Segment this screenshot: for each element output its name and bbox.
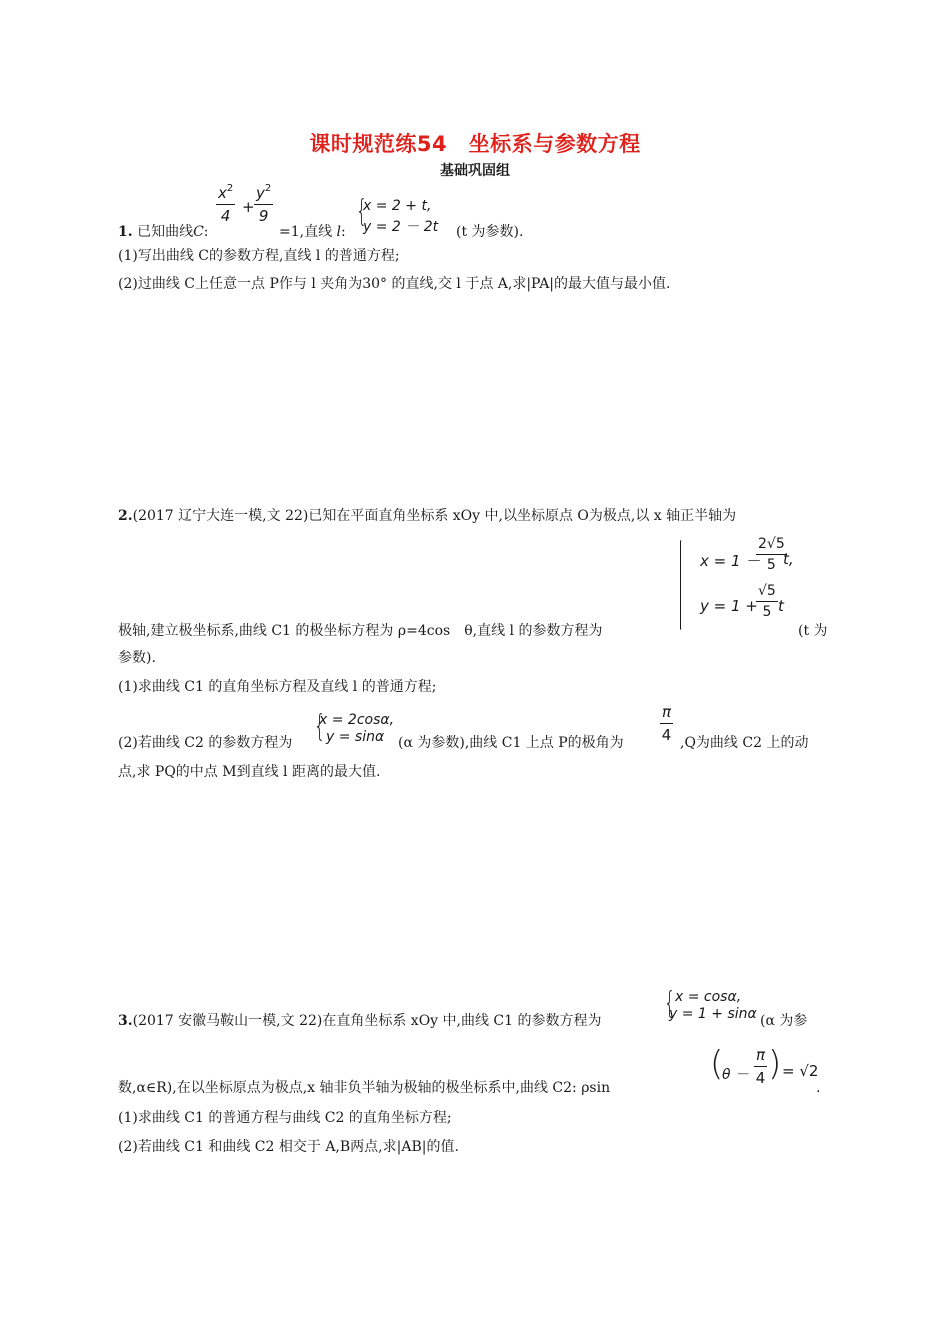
q1-fraction-y: $\frac{y^2}{9}$ (256, 183, 272, 225)
q3-pi-fraction: $\frac{\pi}{4}$ (755, 1046, 766, 1087)
q1-system-row1: x = 2 + t, (363, 198, 432, 214)
q1-system-row2: y = 2 － 2t (363, 219, 439, 235)
q3-line1-a: 3.(2017 安徽马鞍山一模,文 22)在直角坐标系 xOy 中,曲线 C1 的参数方程为 (118, 1013, 602, 1029)
q2-system-row1-a: x = 1 － (700, 552, 761, 570)
q2-part2-a: (2)若曲线 C2 的参数方程为 (118, 735, 293, 751)
q3-rhs: = √2 (782, 1062, 819, 1080)
q3-line2-a: 数,α∈R),在以坐标原点为极点,x 轴非负半轴为极轴的极坐标系中,曲线 C2: ρsin (118, 1080, 611, 1096)
q2-line2: 极轴,建立极坐标系,曲线 C1 的极坐标方程为 ρ=4cos θ,直线 l 的参数方程为 (118, 623, 603, 639)
q1-part2: (2)过曲线 C上任意一点 P作与 l 夹角为30° 的直线,交 l 于点 A,求|PA|的最大值与最小值. (118, 276, 671, 292)
q2-line3: 参数). (118, 650, 156, 666)
section-subtitle: 基础巩固组 (440, 163, 510, 179)
q2-pi-fraction: $\frac{\pi}{4}$ (661, 703, 672, 744)
q2-part1: (1)求曲线 C1 的直角坐标方程及直线 l 的普通方程; (118, 679, 437, 695)
q1-fraction-x: $\frac{x^2}{4}$ (218, 183, 234, 225)
q1-number: 1. (118, 224, 133, 240)
page-title: 课时规范练54 坐标系与参数方程 (309, 132, 641, 156)
q3-system-row2: y = 1 + sinα (669, 1006, 757, 1022)
q3-part1: (1)求曲线 C1 的普通方程与曲线 C2 的直角坐标方程; (118, 1110, 452, 1126)
q1-system-brace: { (355, 194, 368, 229)
q3-line1-b: (α 为参 (760, 1013, 808, 1029)
q2-system-row2-frac: $\frac{√5}{5}$ (758, 583, 776, 620)
q3-part2: (2)若曲线 C1 和曲线 C2 相交于 A,B两点,求|AB|的值. (118, 1139, 459, 1155)
q2-system2-row1: x = 2cosα, (319, 712, 395, 728)
q2-part2-b: (α 为参数),曲线 C1 上点 P的极角为 (398, 735, 624, 751)
q3-theta: θ － (722, 1067, 750, 1083)
q2-system-brace (680, 540, 683, 630)
q3-system-row1: x = cosα, (675, 989, 742, 1005)
q1-part1: (1)写出曲线 C的参数方程,直线 l 的普通方程; (118, 248, 400, 264)
q2-system-row2-a: y = 1 + (700, 597, 758, 615)
q2-part2-c: ,Q为曲线 C2 上的动 (680, 735, 809, 751)
q2-line1: 2.(2017 辽宁大连一模,文 22)已知在平面直角坐标系 xOy 中,以坐标原点 O为极点,以 x 轴正半轴为 (118, 508, 737, 524)
q2-system2-row2: y = sinα (326, 729, 385, 745)
q2-system-row1-frac: $\frac{2√5}{5}$ (758, 536, 785, 573)
q2-part2-line2: 点,求 PQ的中点 M到直线 l 距离的最大值. (118, 764, 381, 780)
q1-lead: 1. 已知曲线C: (118, 224, 209, 240)
